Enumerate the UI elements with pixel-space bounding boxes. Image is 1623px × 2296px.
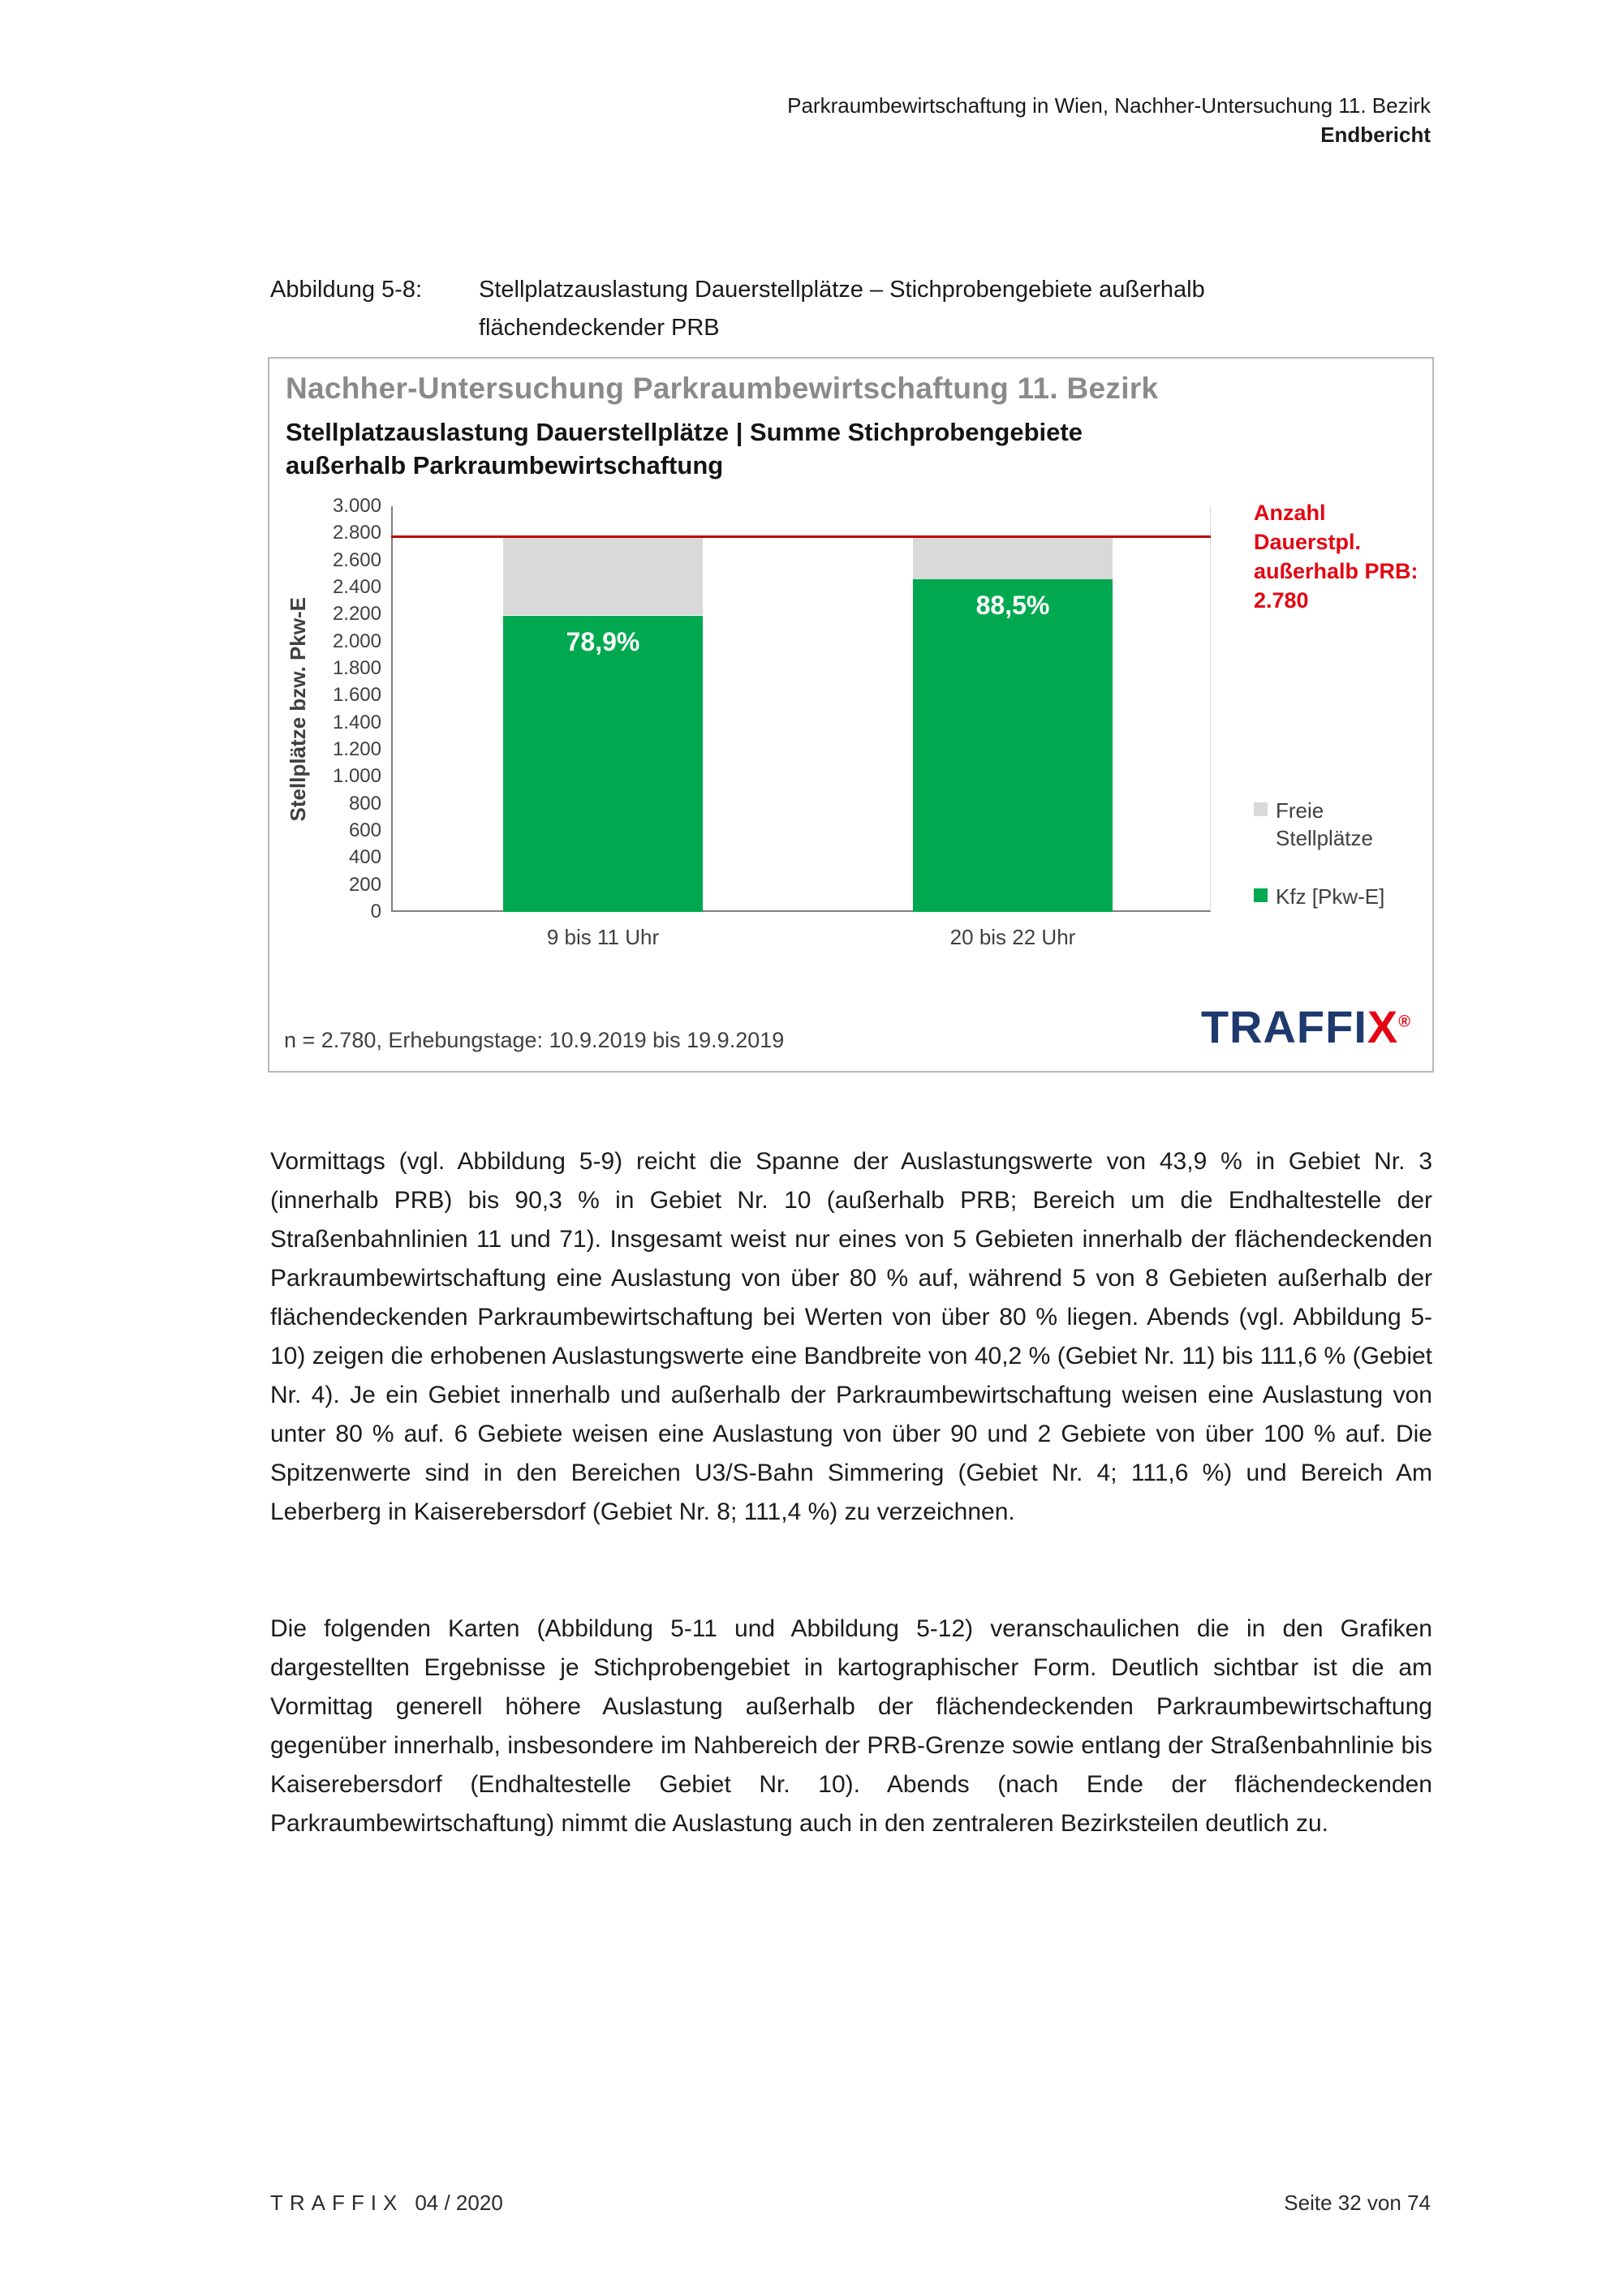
figure-caption-line1: Stellplatzauslastung Dauerstellplätze – Stichprobengebiete außerhalb [479,277,1205,303]
bar-percentage-label: 88,5% [975,591,1050,620]
chart-title: Nachher-Untersuchung Parkraumbewirtschaftung 11. Bezirk [286,372,1159,405]
chart-legend [1254,797,1397,941]
traffix-logo-x: X [1367,1001,1399,1052]
y-tick-label: 3.000 [332,495,381,517]
header-line2: Endbericht [1320,123,1431,147]
legend-swatch-kfz [1254,888,1268,902]
figure-caption-line2: flächendeckender PRB [479,315,720,341]
body-paragraph-1: Vormittags (vgl. Abbildung 5-9) reicht die Spanne der Auslastungswerte von 43,9 % in Gebiet Nr. 3 (innerhalb PRB) bis 90,3 % in Gebiet Nr. 10 (außerhalb PRB; Bereich um die Endhaltestelle der Straßenbahnlinien 11 und 71). Insgesamt weist nur eines von 5 Gebieten innerhalb der flächendeckenden Parkraumbewirtschaftung eine Auslastung von über 80 % auf, während 5 von 8 Gebieten außerhalb der flächendeckenden Parkraumbewirtschaftung bei Werten von über 80 % liegen. Abends (vgl. Abbildung 5-10) zeigen die erhobenen Auslastungswerte eine Bandbreite von 40,2 % (Gebiet Nr. 11) bis 111,6 % (Gebiet Nr. 4). Je ein Gebiet innerhalb und außerhalb der Parkraumbewirtschaftung weisen eine Auslastung von unter 80 % auf. 6 Gebiete weisen eine Auslastung von über 90 und 2 Gebiete von über 100 % auf. Die Spitzenwerte sind in den Bereichen U3/S-Bahn Simmering (Gebiet Nr. 4; 111,6 %) und Bereich Am Leberberg in Kaiserebersdorf (Gebiet Nr. 8; 111,4 %) zu verzeichnen. [270,1148,1432,1525]
legend-label-free: Freie Stellplätze [1276,798,1373,850]
legend-item-kfz [1254,883,1397,910]
chart-note: n = 2.780, Erhebungstage: 10.9.2019 bis 19.9.2019 [284,1028,785,1052]
footer-left [270,2191,503,2216]
y-tick-label: 1.400 [332,711,381,733]
page-header [787,91,1431,149]
body-text [270,1142,1432,1921]
bar-occupied-segment [503,616,703,913]
legend-swatch-free [1254,802,1268,816]
chart-subtitle-line2: außerhalb Parkraumbewirtschaftung [286,451,724,479]
y-tick-label: 1.200 [332,738,381,760]
y-tick-label: 400 [348,846,381,869]
y-tick-label: 2.200 [332,603,381,626]
traffix-logo-text: TRAFFI [1200,1001,1367,1052]
y-tick-label: 1.800 [332,657,381,679]
bar-free-segment [503,536,703,616]
footer-brand: TRAFFIX [270,2191,404,2215]
legend-item-free [1254,797,1397,852]
figure-caption-label: Abbildung 5-8: [270,277,423,303]
y-tick-label: 0 [370,901,381,922]
body-paragraph-2: Die folgenden Karten (Abbildung 5-11 und Abbildung 5-12) veranschaulichen die in den Grafiken dargestellten Ergebnisse je Stichprobengebiet in kartographischer Form. Deutlich sichtbar ist die am Vormittag generell höhere Auslastung außerhalb der flächendeckenden Parkraumbewirtschaftung gegenüber innerhalb, insbesondere im Nahbereich der PRB-Grenze sowie entlang der Straßenbahnlinie bis Kaiserebersdorf (Endhaltestelle Gebiet Nr. 10). Abends (nach Ende der flächendeckenden Parkraumbewirtschaftung) nimmt die Auslastung auch in den zentraleren Bezirksteilen deutlich zu. [270,1615,1432,1837]
y-tick-label: 800 [348,792,381,815]
header-line1: Parkraumbewirtschaftung in Wien, Nachher-Untersuchung 11. Bezirk [787,93,1431,118]
y-tick-label: 2.600 [332,548,381,571]
y-tick-label: 200 [348,873,381,896]
y-tick-label: 1.600 [332,684,381,707]
bar-free-segment [913,536,1113,579]
chart-figure [268,357,1434,1073]
traffix-logo [1201,1000,1411,1053]
y-tick-label: 1.000 [332,765,381,788]
reference-annotation-line3: 2.780 [1254,588,1309,613]
x-category-label: 9 bis 11 Uhr [546,925,660,949]
reference-line [391,535,1211,538]
reference-annotation-line2: außerhalb PRB: [1254,559,1419,583]
reference-annotation [1254,498,1432,615]
y-tick-label: 600 [348,819,381,841]
registered-trademark-icon: ® [1398,1013,1411,1031]
x-category-label: 20 bis 22 Uhr [949,925,1076,949]
y-tick-label: 2.400 [332,576,381,598]
chart-canvas [269,359,1432,1071]
legend-label-kfz: Kfz [Pkw-E] [1276,884,1385,909]
figure-caption-text [479,271,1205,347]
footer-page-number: Seite 32 von 74 [1284,2191,1431,2215]
reference-annotation-line1: Anzahl Dauerstpl. [1254,501,1362,554]
y-tick-label: 2.000 [332,630,381,652]
footer-issue: 04 / 2020 [415,2191,503,2215]
chart-subtitle-line1: Stellplatzauslastung Dauerstellplätze | Summe Stichprobengebiete [286,418,1083,446]
y-tick-label: 2.800 [332,522,381,544]
bar-percentage-label: 78,9% [566,626,640,656]
bar-occupied-segment [913,579,1113,912]
figure-caption [270,271,1205,347]
y-axis-title-text: Stellplätze bzw. Pkw-E [286,596,310,822]
